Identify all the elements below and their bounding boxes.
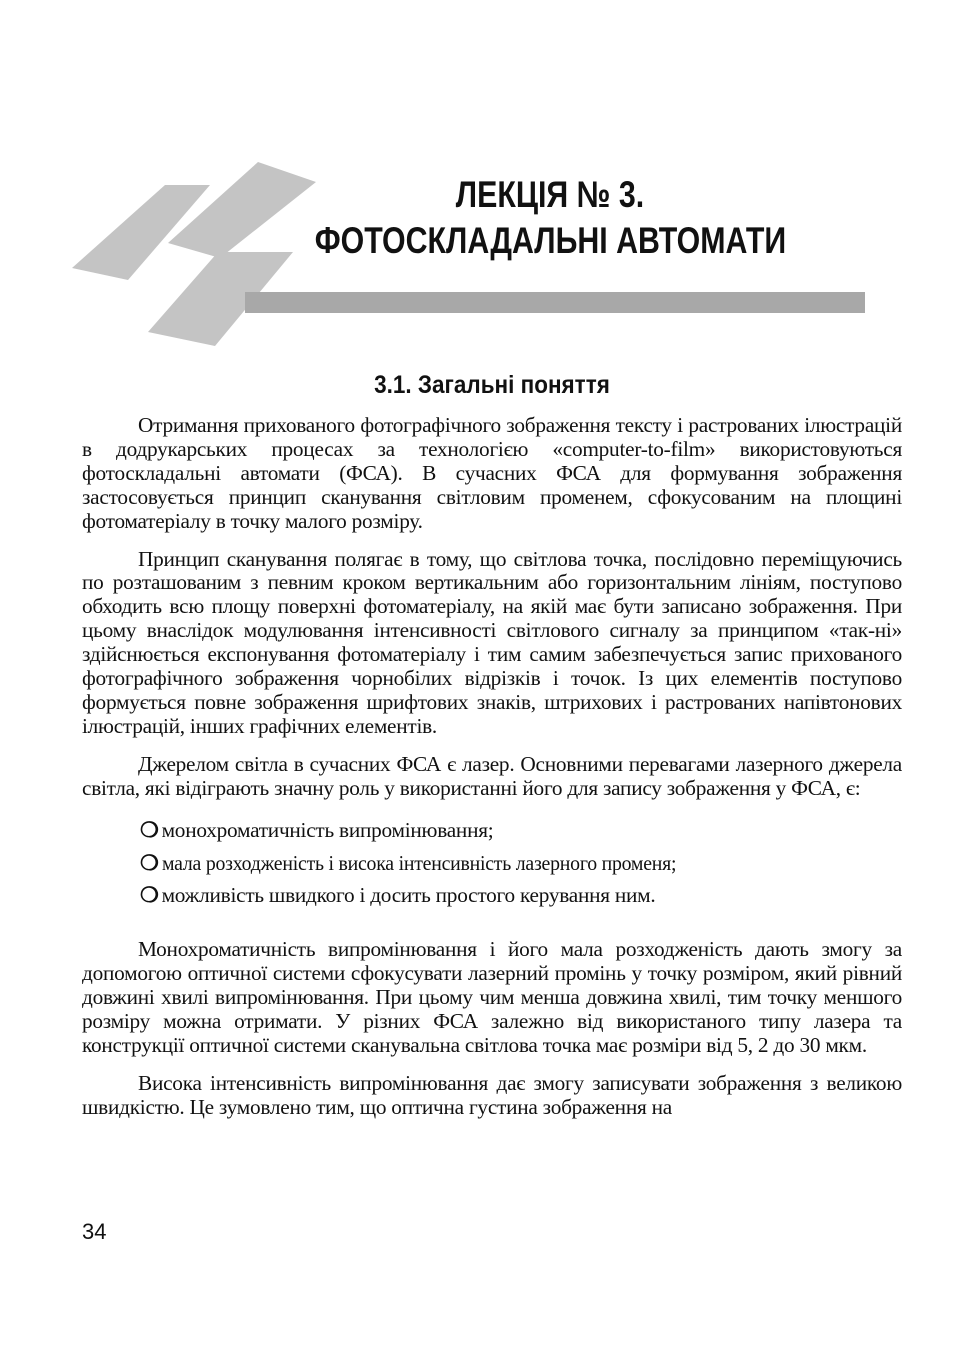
list-item xyxy=(140,852,902,876)
page-number: 34 xyxy=(82,1219,107,1244)
section-heading: 3.1. Загальні поняття xyxy=(374,371,610,399)
title-underline-bar xyxy=(245,292,865,313)
list-item xyxy=(140,819,902,843)
list-item-text: мала розходженість і висока інтенсивність лазерного променя; xyxy=(161,850,676,875)
circle-bullet-icon: ❍ xyxy=(140,883,159,908)
circle-bullet-icon: ❍ xyxy=(140,850,159,875)
lecture-title-line-1: ЛЕКЦІЯ № 3. xyxy=(455,174,645,215)
paragraph: Джерелом світла в сучасних ФСА є лазер. Основними перевагами лазерного джерела світла, які відіграють значну роль у використанні його для запису зображення у ФСА, є: xyxy=(82,751,902,800)
circle-bullet-icon: ❍ xyxy=(140,817,159,842)
paragraph: Отримання прихованого фотографічного зображення тексту і растрованих ілюстрацій в додрукарських процесах за технологією «computer-to-film» використовуються фотоскладальні автомати (ФСА). В сучасних ФСА для формування зображення застосовується принцип сканування світловим променем, сфокусованим на площині фотоматеріалу в точку малого розміру. xyxy=(82,413,902,533)
paragraph: Монохроматичність випромінювання і його мала розходженість дають змогу за допомогою оптичної системи сфокусувати лазерний промінь у точку розміром, який рівний довжині хвилі випромінювання. При цьому чим менша довжина хвилі, тим точку меншого розміру можна отримати. У різних ФСА залежно від використаного типу лазера та конструкції оптичної системи сканувальна світлова точка має розміри від 5, 2 до 30 мкм. xyxy=(82,937,902,1057)
lecture-title-line-2: ФОТОСКЛАДАЛЬНІ АВТОМАТИ xyxy=(314,220,787,261)
list-item-text: монохроматичність випромінювання; xyxy=(161,817,494,842)
list-item xyxy=(140,884,902,908)
advantages-list xyxy=(82,819,902,909)
decor-shape-middle xyxy=(168,162,316,258)
list-item-text: можливість швидкого і досить простого керування ним. xyxy=(161,883,656,908)
paragraph: Принцип сканування полягає в тому, що світлова точка, послідовно переміщуючись по розташованим з певним кроком вертикальним або горизонтальним лініям, поступово обходить всю площу поверхні фотоматеріалу, на якій має бути записано зображення. При цьому внаслідок модулювання інтенсивності світлового сигналу за принципом «так-ні» здійснюється експонування фотоматеріалу і тим самим забезпечується запис прихованого фотографічного зображення чорнобілих відрізків і точок. Із цих елементів поступово формується повне зображення шрифтових знаків, штрихових і растрованих напівтонових ілюстрацій, інших графічних елементів. xyxy=(82,546,902,738)
lecture-title xyxy=(300,172,792,264)
paragraph: Висока інтенсивність випромінювання дає змогу записувати зображення з великою швидкістю. Це зумовлено тим, що оптична густина зображення на xyxy=(82,1070,902,1119)
body-text xyxy=(82,414,902,1120)
